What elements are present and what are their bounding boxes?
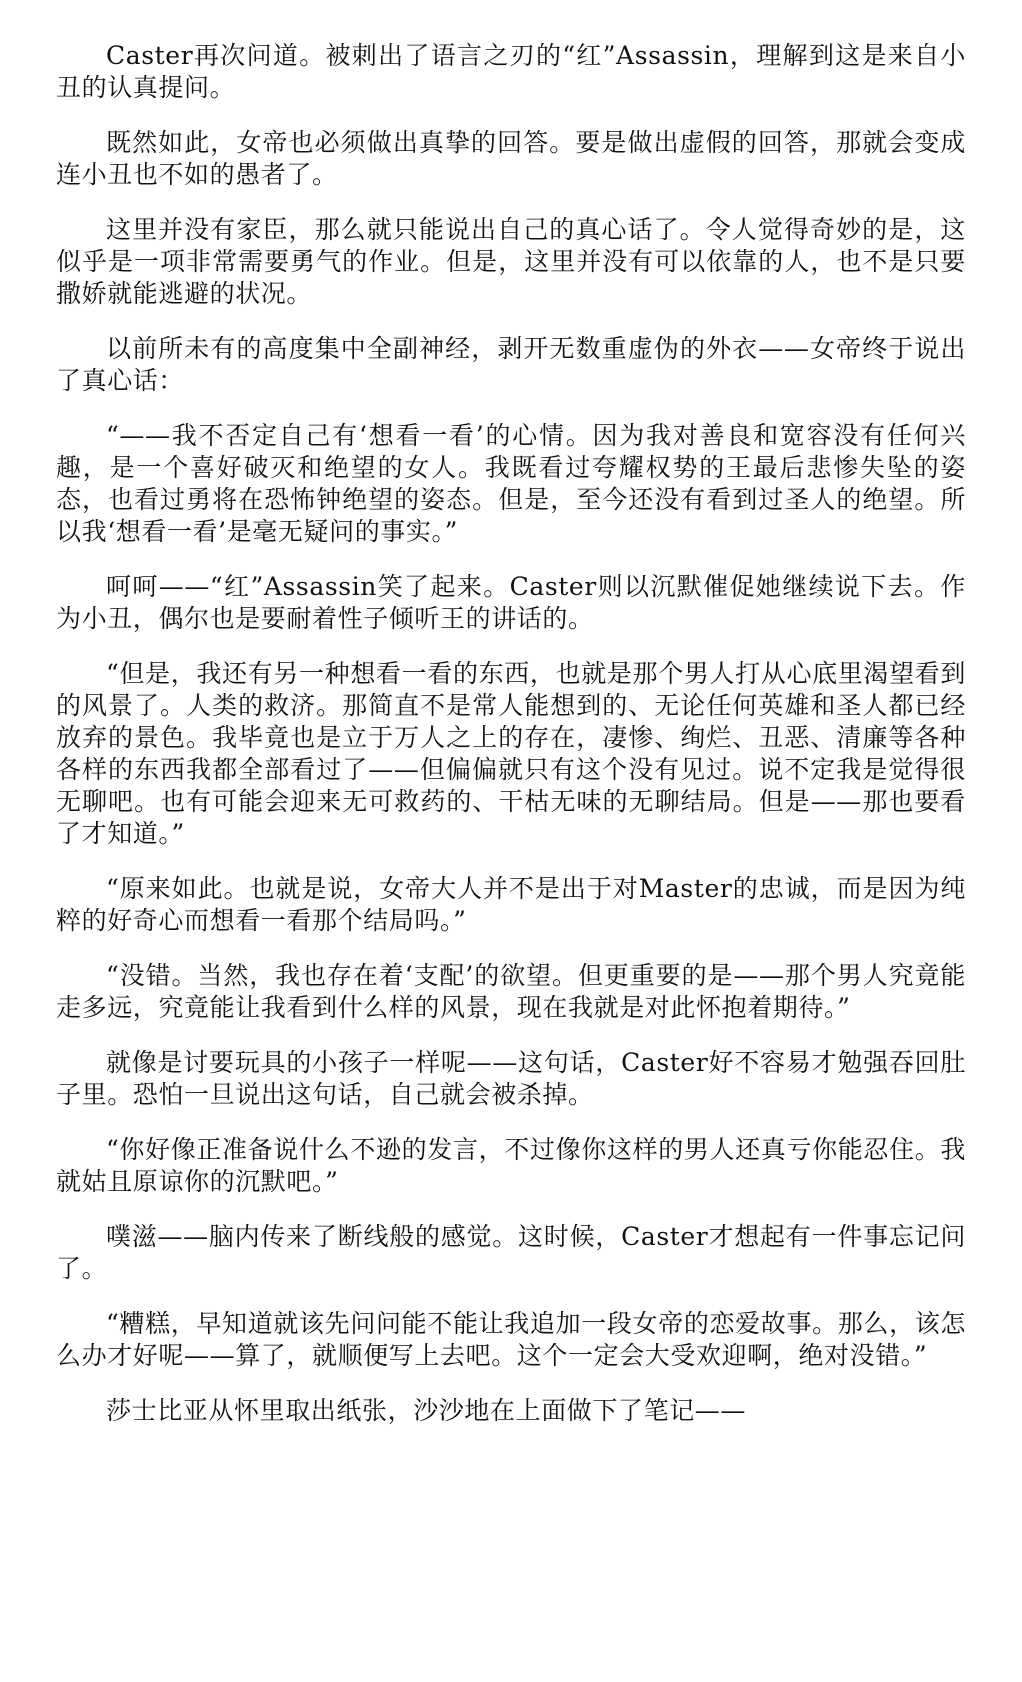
paragraph-3: 这里并没有家臣，那么就只能说出自己的真心话了。令人觉得奇妙的是，这似乎是一项非常需要勇气的作业。但是，这里并没有可以依靠的人，也不是只要撒娇就能逃避的状况。 xyxy=(56,215,966,308)
paragraph-1: Caster再次问道。被刺出了语言之刃的“红”Assassin，理解到这是来自小丑的认真提问。 xyxy=(56,41,966,102)
paragraph-10: 就像是讨要玩具的小孩子一样呢——这句话，Caster好不容易才勉强吞回肚子里。恐怕一旦说出这句话，自己就会被杀掉。 xyxy=(56,1048,966,1109)
paragraph-11: “你好像正准备说什么不逊的发言，不过像你这样的男人还真亏你能忍住。我就姑且原谅你的沉默吧。” xyxy=(56,1135,966,1196)
paragraph-13: “糟糕，早知道就该先问问能不能让我追加一段女帝的恋爱故事。那么，该怎么办才好呢——算了，就顺便写上去吧。这个一定会大受欢迎啊，绝对没错。” xyxy=(56,1309,966,1370)
paragraph-4: 以前所未有的高度集中全副神经，剥开无数重虚伪的外衣——女帝终于说出了真心话： xyxy=(56,334,966,395)
paragraph-7: “但是，我还有另一种想看一看的东西，也就是那个男人打从心底里渴望看到的风景了。人类的救济。那简直不是常人能想到的、无论任何英雄和圣人都已经放弃的景色。我毕竟也是立于万人之上的存在，凄惨、绚烂、丑恶、清廉等各种各样的东西我都全部看过了——但偏偏就只有这个没有见过。说不定我是觉得很无聊吧。也有可能会迎来无可救药的、干枯无味的无聊结局。但是——那也要看了才知道。” xyxy=(56,659,966,848)
paragraph-6: 呵呵——“红”Assassin笑了起来。Caster则以沉默催促她继续说下去。作为小丑，偶尔也是要耐着性子倾听王的讲话的。 xyxy=(56,572,966,633)
paragraph-8: “原来如此。也就是说，女帝大人并不是出于对Master的忠诚，而是因为纯粹的好奇心而想看一看那个结局吗。” xyxy=(56,874,966,935)
paragraph-2: 既然如此，女帝也必须做出真挚的回答。要是做出虚假的回答，那就会变成连小丑也不如的愚者了。 xyxy=(56,128,966,189)
paragraph-14: 莎士比亚从怀里取出纸张，沙沙地在上面做下了笔记—— xyxy=(106,1396,747,1425)
paragraph-5: “——我不否定自己有‘想看一看’的心情。因为我对善良和宽容没有任何兴趣，是一个喜好破灭和绝望的女人。我既看过夸耀权势的王最后悲惨失坠的姿态，也看过勇将在恐怖钟绝望的姿态。但是，至今还没有看到过圣人的绝望。所以我‘想看一看’是毫无疑问的事实。” xyxy=(56,421,966,546)
paragraph-9: “没错。当然，我也存在着‘支配’的欲望。但更重要的是——那个男人究竟能走多远，究竟能让我看到什么样的风景，现在我就是对此怀抱着期待。” xyxy=(56,961,966,1022)
paragraph-12: 噗滋——脑内传来了断线般的感觉。这时候，Caster才想起有一件事忘记问了。 xyxy=(56,1222,966,1283)
document-page xyxy=(56,40,966,1450)
